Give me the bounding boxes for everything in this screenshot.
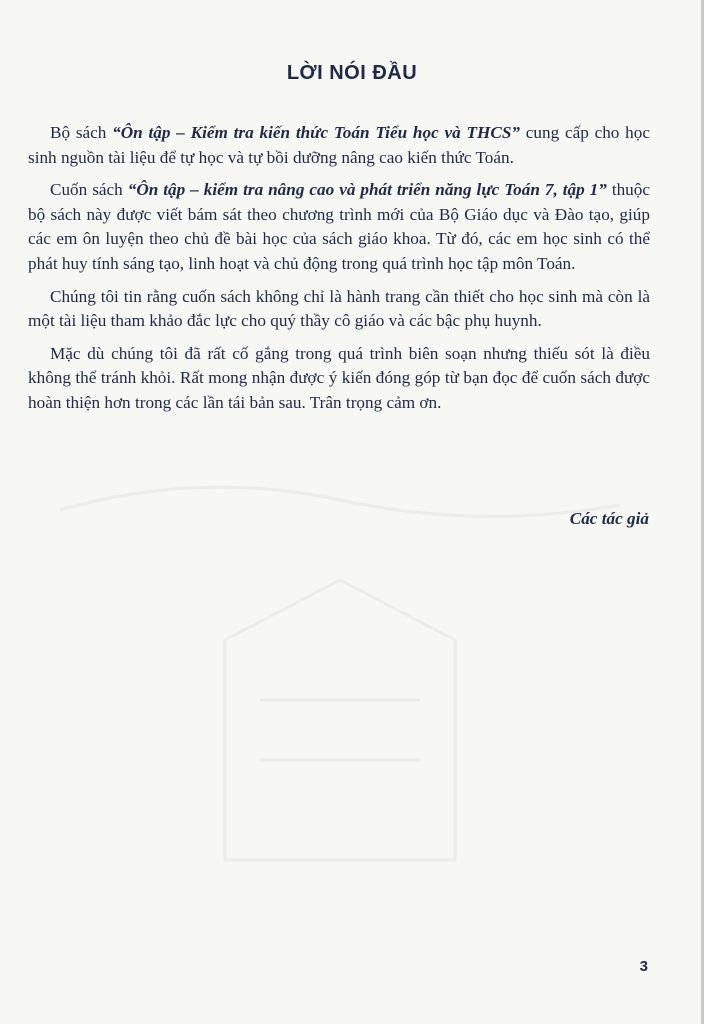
p1-text-end: cung cấp cho học sinh nguồn tài liệu để tự học và tự bồi dưỡng nâng cao kiến thức Toán. bbox=[28, 123, 650, 167]
p1-text-start: Bộ sách bbox=[50, 123, 113, 142]
p2-text-start: Cuốn sách bbox=[50, 180, 128, 200]
paragraph-2 bbox=[28, 178, 650, 276]
paragraph-1 bbox=[28, 121, 650, 170]
page-title: LỜI NÓI ĐẦU bbox=[286, 62, 418, 84]
paragraph-4: Mặc dù chúng tôi đã rất cố gắng trong quá trình biên soạn nhưng thiếu sót là điều không thể tránh khỏi. Rất mong nhận được ý kiến đóng góp từ bạn đọc để cuốn sách được hoàn thiện hơn trong các lần tái bản sau. Trân trọng cảm ơn. bbox=[28, 343, 650, 412]
page-number: 3 bbox=[639, 958, 648, 975]
p2-book-title: “Ôn tập – kiểm tra nâng cao và phát triển năng lực Toán 7, tập 1” bbox=[127, 180, 607, 200]
preface-body bbox=[28, 121, 650, 424]
p1-book-series-title: “Ôn tập – Kiểm tra kiến thức Toán Tiểu học và THCS” bbox=[112, 123, 520, 142]
signature: Các tác giả bbox=[569, 509, 649, 528]
paragraph-3: Chúng tôi tin rằng cuốn sách không chỉ là hành trang cần thiết cho học sinh mà còn là một tài liệu tham khảo đắc lực cho quý thầy cô giáo và các bậc phụ huynh. bbox=[28, 286, 650, 331]
p2-text-end: thuộc bộ sách này được viết bám sát theo chương trình mới của Bộ Giáo dục và Đào tạo, giúp các em ôn luyện theo chủ đề bài học của sách giáo khoa. Từ đó, các em học sinh có thể phát huy tính sáng tạo, linh hoạt và chủ động trong quá trình học tập môn Toán. bbox=[28, 180, 650, 273]
